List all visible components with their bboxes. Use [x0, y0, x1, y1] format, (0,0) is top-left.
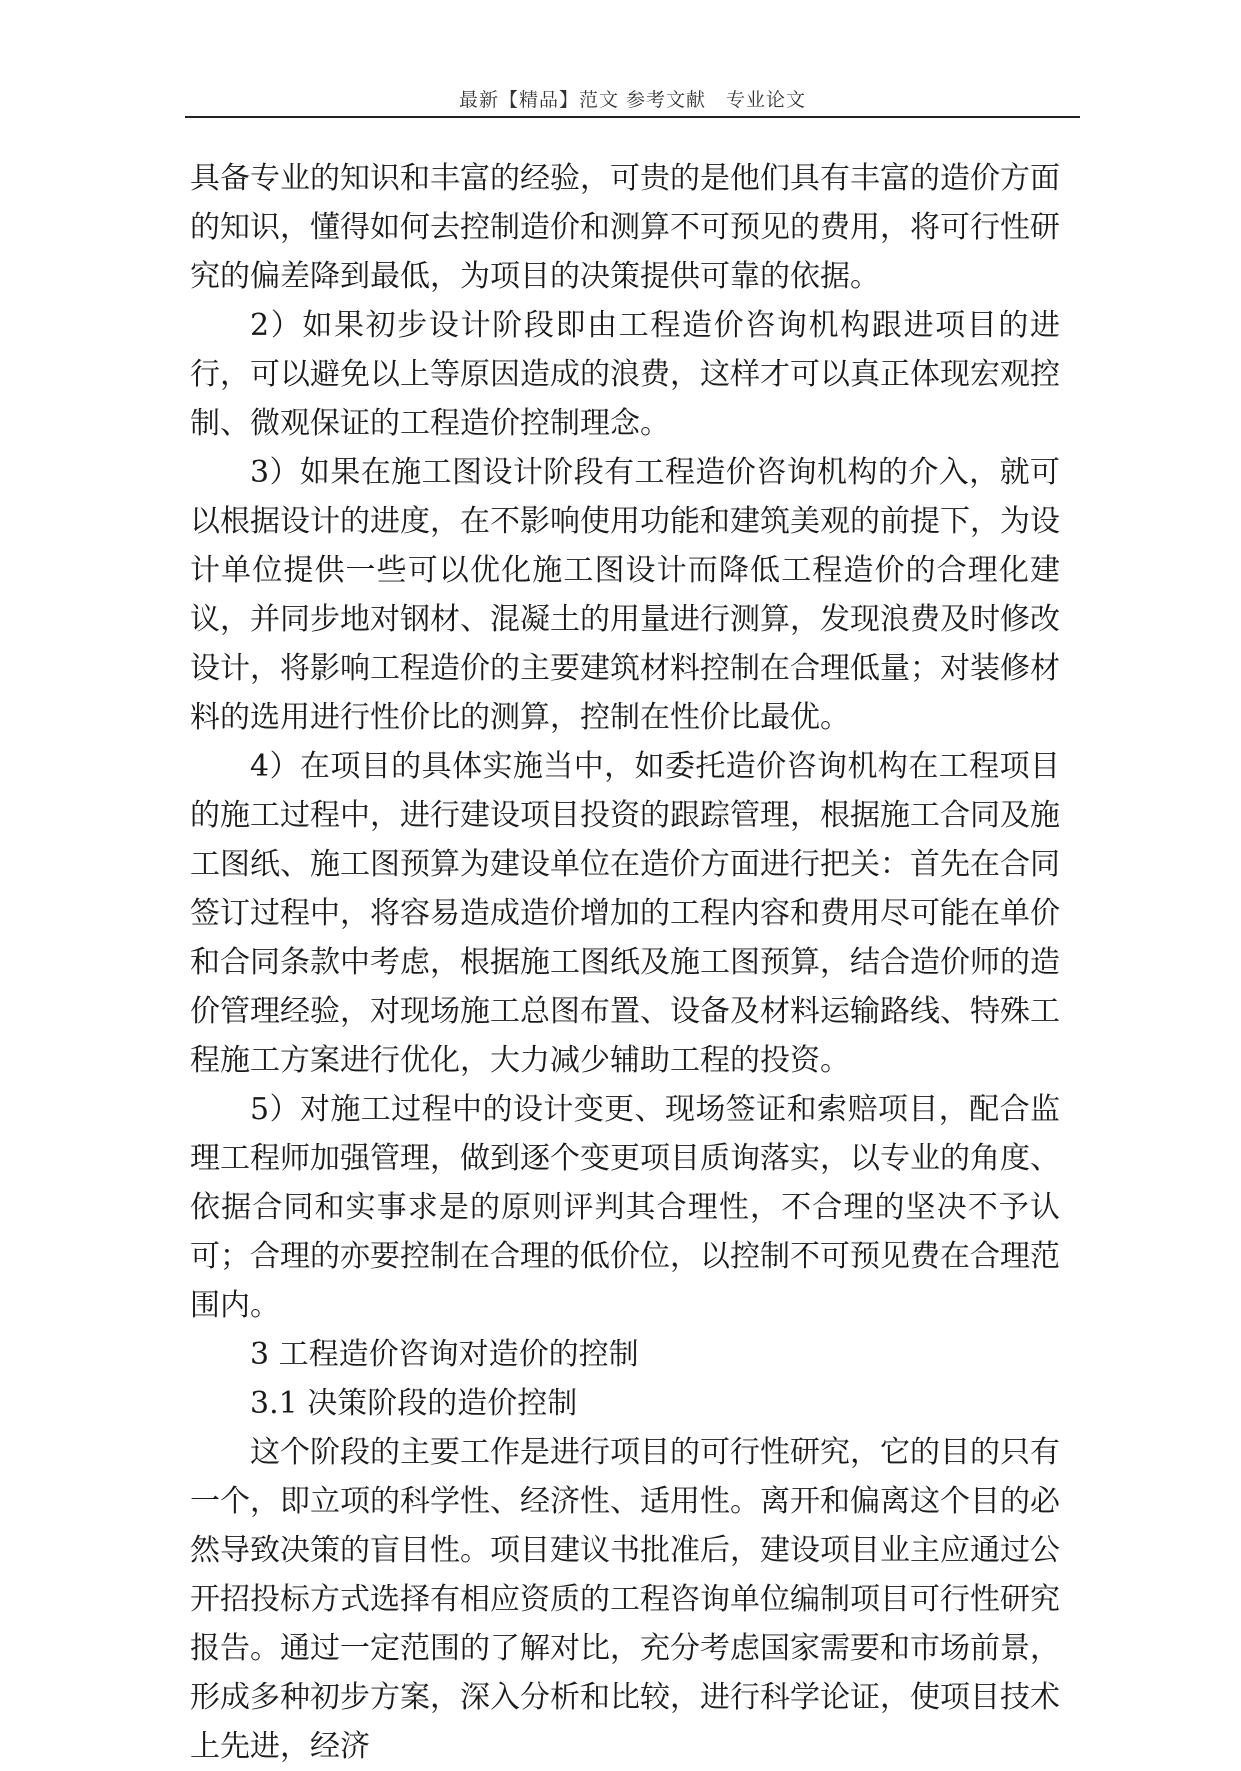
document-body — [190, 154, 1060, 1771]
subsection-heading: 3.1 决策阶段的造价控制 — [250, 1386, 578, 1421]
paragraph-item-2: 2）如果初步设计阶段即由工程造价咨询机构跟进项目的进行，可以避免以上等原因造成的浪费，这样才可以真正体现宏观控制、微观保证的工程造价控制理念。 — [190, 308, 1060, 441]
header-divider — [185, 116, 1080, 118]
paragraph-item-5: 5）对施工过程中的设计变更、现场签证和索赔项目，配合监理工程师加强管理，做到逐个变更项目质询落实，以专业的角度、依据合同和实事求是的原则评判其合理性，不合理的坚决不予认可；合理的亦要控制在合理的低价位，以控制不可预见费在合理范围内。 — [190, 1092, 1060, 1323]
paragraph-item-4: 4）在项目的具体实施当中，如委托造价咨询机构在工程项目的施工过程中，进行建设项目投资的跟踪管理，根据施工合同及施工图纸、施工图预算为建设单位在造价方面进行把关：首先在合同签订过程中，将容易造成造价增加的工程内容和费用尽可能在单价和合同条款中考虑，根据施工图纸及施工图预算，结合造价师的造价管理经验，对现场施工总图布置、设备及材料运输路线、特殊工程施工方案进行优化，大力减少辅助工程的投资。 — [190, 749, 1060, 1078]
paragraph-item-3: 3）如果在施工图设计阶段有工程造价咨询机构的介入，就可以根据设计的进度，在不影响使用功能和建筑美观的前提下，为设计单位提供一些可以优化施工图设计而降低工程造价的合理化建议，并同步地对钢材、混凝土的用量进行测算，发现浪费及时修改设计，将影响工程造价的主要建筑材料控制在合理低量；对装修材料的选用进行性价比的测算，控制在性价比最优。 — [190, 455, 1060, 735]
paragraph-continuation: 具备专业的知识和丰富的经验，可贵的是他们具有丰富的造价方面的知识，懂得如何去控制造价和测算不可预见的费用，将可行性研究的偏差降到最低，为项目的决策提供可靠的依据。 — [190, 161, 1060, 294]
section-heading: 3 工程造价咨询对造价的控制 — [250, 1337, 639, 1372]
page-header: 最新【精品】范文 参考文献 专业论文 — [458, 89, 807, 111]
paragraph-decision-stage: 这个阶段的主要工作是进行项目的可行性研究，它的目的只有一个，即立项的科学性、经济性、适用性。离开和偏离这个目的必然导致决策的盲目性。项目建议书批准后，建设项目业主应通过公开招投标方式选择有相应资质的工程咨询单位编制项目可行性研究报告。通过一定范围的了解对比，充分考虑国家需要和市场前景，形成多种初步方案，深入分析和比较，进行科学论证，使项目技术上先进，经济 — [190, 1435, 1060, 1764]
